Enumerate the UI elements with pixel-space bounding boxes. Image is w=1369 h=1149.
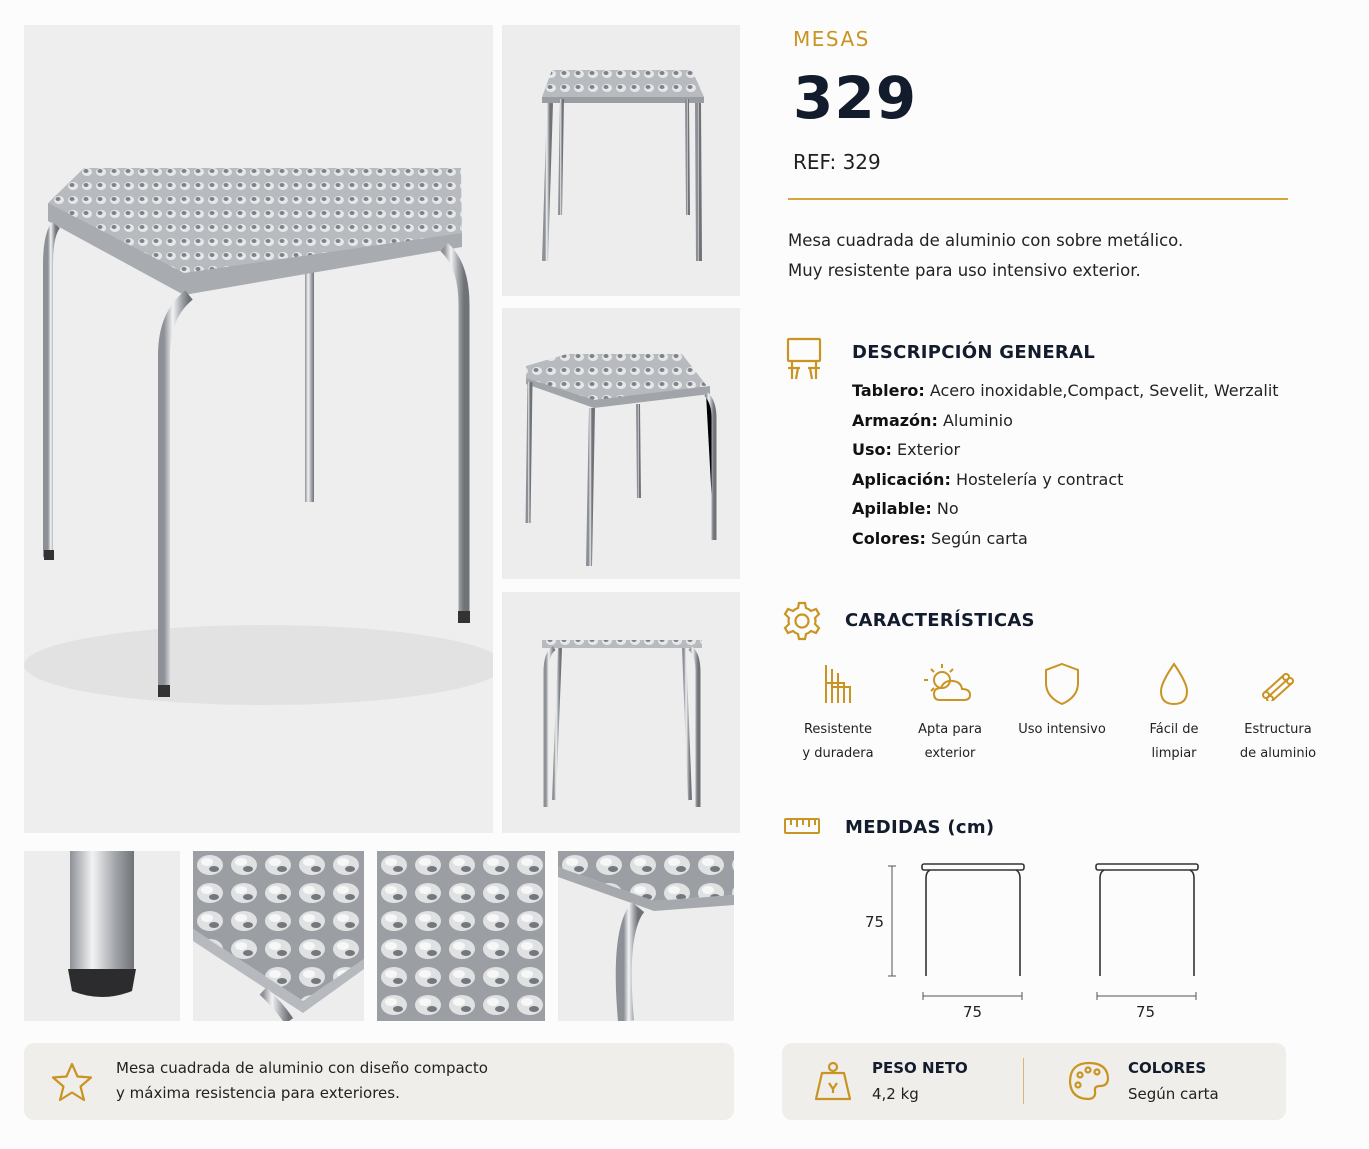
height-dimension: 75 xyxy=(865,913,885,931)
spec-label: Tablero: xyxy=(852,381,925,400)
product-photo-front xyxy=(502,25,740,296)
shield-icon xyxy=(1010,660,1114,708)
aluminium-tubes-icon xyxy=(1226,660,1330,708)
feature-item xyxy=(1226,660,1330,766)
main-product-photo xyxy=(24,25,493,833)
spec-value: Acero inoxidable,Compact, Sevelit, Werzalit xyxy=(929,381,1279,400)
feature-label: Fácil de limpiar xyxy=(1149,722,1199,761)
spec-label: Armazón: xyxy=(852,411,938,430)
weight-value: 4,2 kg xyxy=(872,1085,919,1103)
feature-label: Uso intensivo xyxy=(1018,722,1106,737)
spec-row xyxy=(852,499,959,518)
spec-row xyxy=(852,529,1028,548)
description-line: Mesa cuadrada de aluminio con sobre metálico. xyxy=(788,231,1184,250)
spec-row xyxy=(852,411,1013,430)
feature-item xyxy=(786,660,890,766)
spec-value: Aluminio xyxy=(942,411,1013,430)
palette-icon xyxy=(1067,1060,1111,1102)
spec-value: Exterior xyxy=(897,440,961,459)
product-photo-side xyxy=(502,592,740,833)
detail-photo-edge xyxy=(558,851,734,1021)
detail-photo-texture xyxy=(377,851,545,1021)
product-photo-angle xyxy=(502,308,740,579)
colors-value: Según carta xyxy=(1128,1085,1219,1103)
highlight-text: Mesa cuadrada de aluminio con diseño compacto y máxima resistencia para exteriores. xyxy=(116,1059,488,1102)
chair-stack-icon xyxy=(786,660,890,708)
spec-row xyxy=(852,440,960,459)
feature-item xyxy=(1010,660,1114,742)
info-panel xyxy=(782,1043,1286,1120)
spec-value: Hostelería y contract xyxy=(955,470,1124,489)
colors-label: COLORES xyxy=(1128,1059,1207,1077)
features-section-title: CARACTERÍSTICAS xyxy=(845,610,1035,631)
panel-divider xyxy=(1023,1058,1024,1104)
feature-label: Apta para exterior xyxy=(918,722,982,761)
weight-icon xyxy=(812,1059,854,1103)
drop-icon xyxy=(1122,660,1226,708)
measures-section-title: MEDIDAS (cm) xyxy=(845,817,995,838)
product-ref: REF: 329 xyxy=(793,150,881,174)
spec-row xyxy=(852,470,1123,489)
width-dimension-side: 75 xyxy=(1136,1003,1156,1021)
feature-label: Resistente y duradera xyxy=(802,722,874,761)
product-description xyxy=(788,226,1183,286)
spec-label: Aplicación: xyxy=(852,470,951,489)
product-model: 329 xyxy=(793,64,918,132)
divider xyxy=(788,198,1288,200)
ruler-icon xyxy=(783,816,821,836)
table-outline-icon xyxy=(784,336,824,382)
gear-icon xyxy=(781,600,823,642)
spec-value: No xyxy=(936,499,959,518)
detail-photo-leg-foot xyxy=(24,851,180,1021)
spec-row xyxy=(852,381,1279,400)
spec-value: Según carta xyxy=(930,529,1028,548)
weight-label: PESO NETO xyxy=(872,1059,968,1077)
detail-photo-corner xyxy=(193,851,364,1021)
feature-item xyxy=(898,660,1002,766)
general-section-title: DESCRIPCIÓN GENERAL xyxy=(852,342,1096,363)
dimension-drawing-side xyxy=(1090,858,1210,1008)
spec-label: Colores: xyxy=(852,529,926,548)
category-label: MESAS xyxy=(793,27,870,51)
spec-label: Apilable: xyxy=(852,499,932,518)
feature-item xyxy=(1122,660,1226,766)
description-line: Muy resistente para uso intensivo exterior. xyxy=(788,261,1141,280)
spec-label: Uso: xyxy=(852,440,892,459)
width-dimension-front: 75 xyxy=(963,1003,983,1021)
highlight-panel xyxy=(24,1043,734,1120)
dimension-drawing-front xyxy=(880,858,1040,1008)
sun-cloud-icon xyxy=(898,660,1002,708)
star-icon xyxy=(50,1061,94,1103)
feature-label: Estructura de aluminio xyxy=(1239,722,1317,761)
